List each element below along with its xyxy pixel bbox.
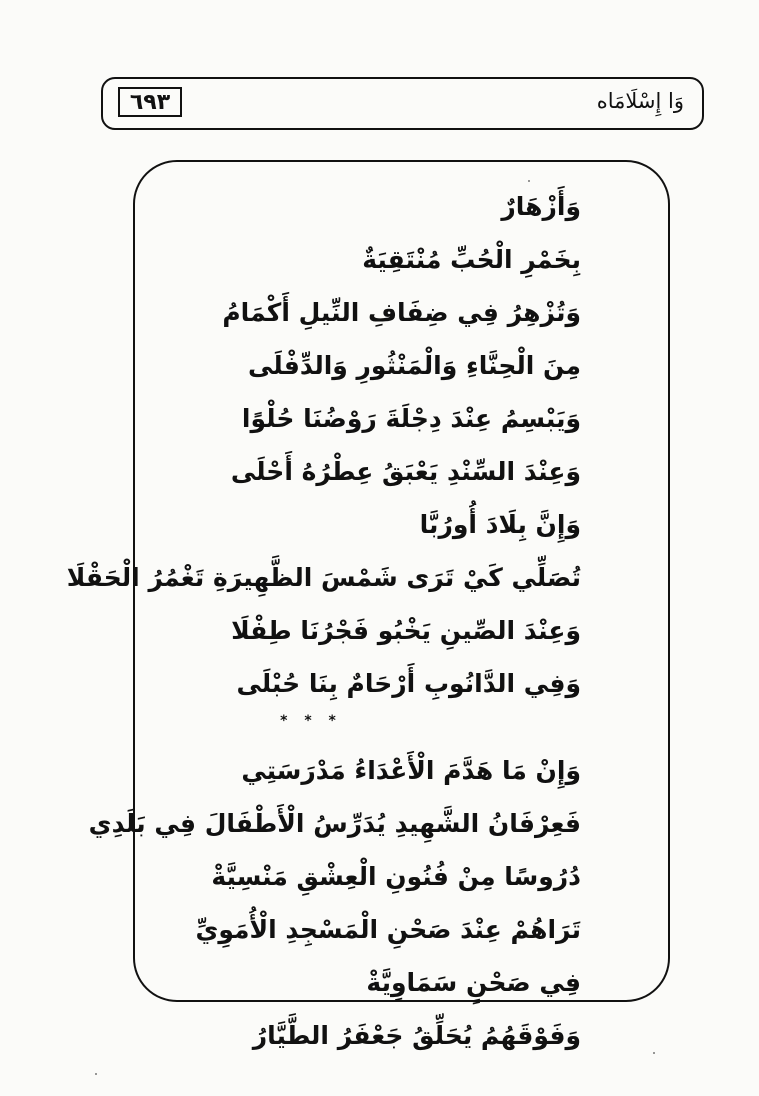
poem-line: تُصَلِّي كَيْ تَرَى شَمْسَ الظَّهِيرَةِ تَغْمُرُ الْحَقْلَا xyxy=(66,563,581,592)
poem-body xyxy=(66,180,581,1062)
page-number: ٦٩٣ xyxy=(129,89,171,115)
scan-speck xyxy=(95,1073,97,1075)
poem-line: وَإِنْ مَا هَدَّمَ الْأَعْدَاءُ مَدْرَسَتِي xyxy=(241,756,581,785)
poem-line: وَفَوْقَهُمُ يُحَلِّقُ جَعْفَرُ الطَّيَّارُ xyxy=(252,1021,581,1050)
poem-line: وَفِي الدَّانُوبِ أَرْحَامٌ بِنَا حُبْلَى xyxy=(236,669,581,698)
poem-line: وَتُزْهِرُ فِي ضِفَافِ النِّيلِ أَكْمَامُ xyxy=(222,298,581,327)
scan-speck xyxy=(528,180,530,182)
running-title: وَا إِسْلَامَاه xyxy=(596,89,684,113)
poem-line: وَيَبْسِمُ عِنْدَ دِجْلَةَ رَوْضُنَا حُلْوًا xyxy=(241,404,581,433)
poem-line: دُرُوسًا مِنْ فُنُونِ الْعِشْقِ مَنْسِيَّةْ xyxy=(211,862,581,891)
running-header xyxy=(101,77,704,130)
poem-line: وَأَزْهَارٌ xyxy=(501,192,581,221)
poem-line: تَرَاهُمْ عِنْدَ صَحْنِ الْمَسْجِدِ الْأُمَوِيِّ xyxy=(195,915,581,944)
scan-speck xyxy=(653,1052,655,1054)
poem-line: وَعِنْدَ السِّنْدِ يَعْبَقُ عِطْرُهُ أَحْلَى xyxy=(230,457,581,486)
poem-line: مِنَ الْحِنَّاءِ وَالْمَنْثُورِ وَالدِّفْلَى xyxy=(248,351,581,380)
poem-line: وَإِنَّ بِلَادَ أُورُبَّا xyxy=(419,510,581,539)
poem-line: وَعِنْدَ الصِّينِ يَخْبُو فَجْرُنَا طِفْلَا xyxy=(231,616,581,645)
poem-line: فِي صَحْنٍ سَمَاوِيَّةْ xyxy=(366,968,581,997)
stanza-separator: * * * xyxy=(280,713,342,729)
poem-line: فَعِرْفَانُ الشَّهِيدِ يُدَرِّسُ الْأَطْفَالَ فِي بَلَدِي xyxy=(88,809,581,838)
page-number-box xyxy=(118,87,182,117)
poem-line: بِخَمْرِ الْحُبِّ مُنْتَقِيَةٌ xyxy=(362,245,581,274)
